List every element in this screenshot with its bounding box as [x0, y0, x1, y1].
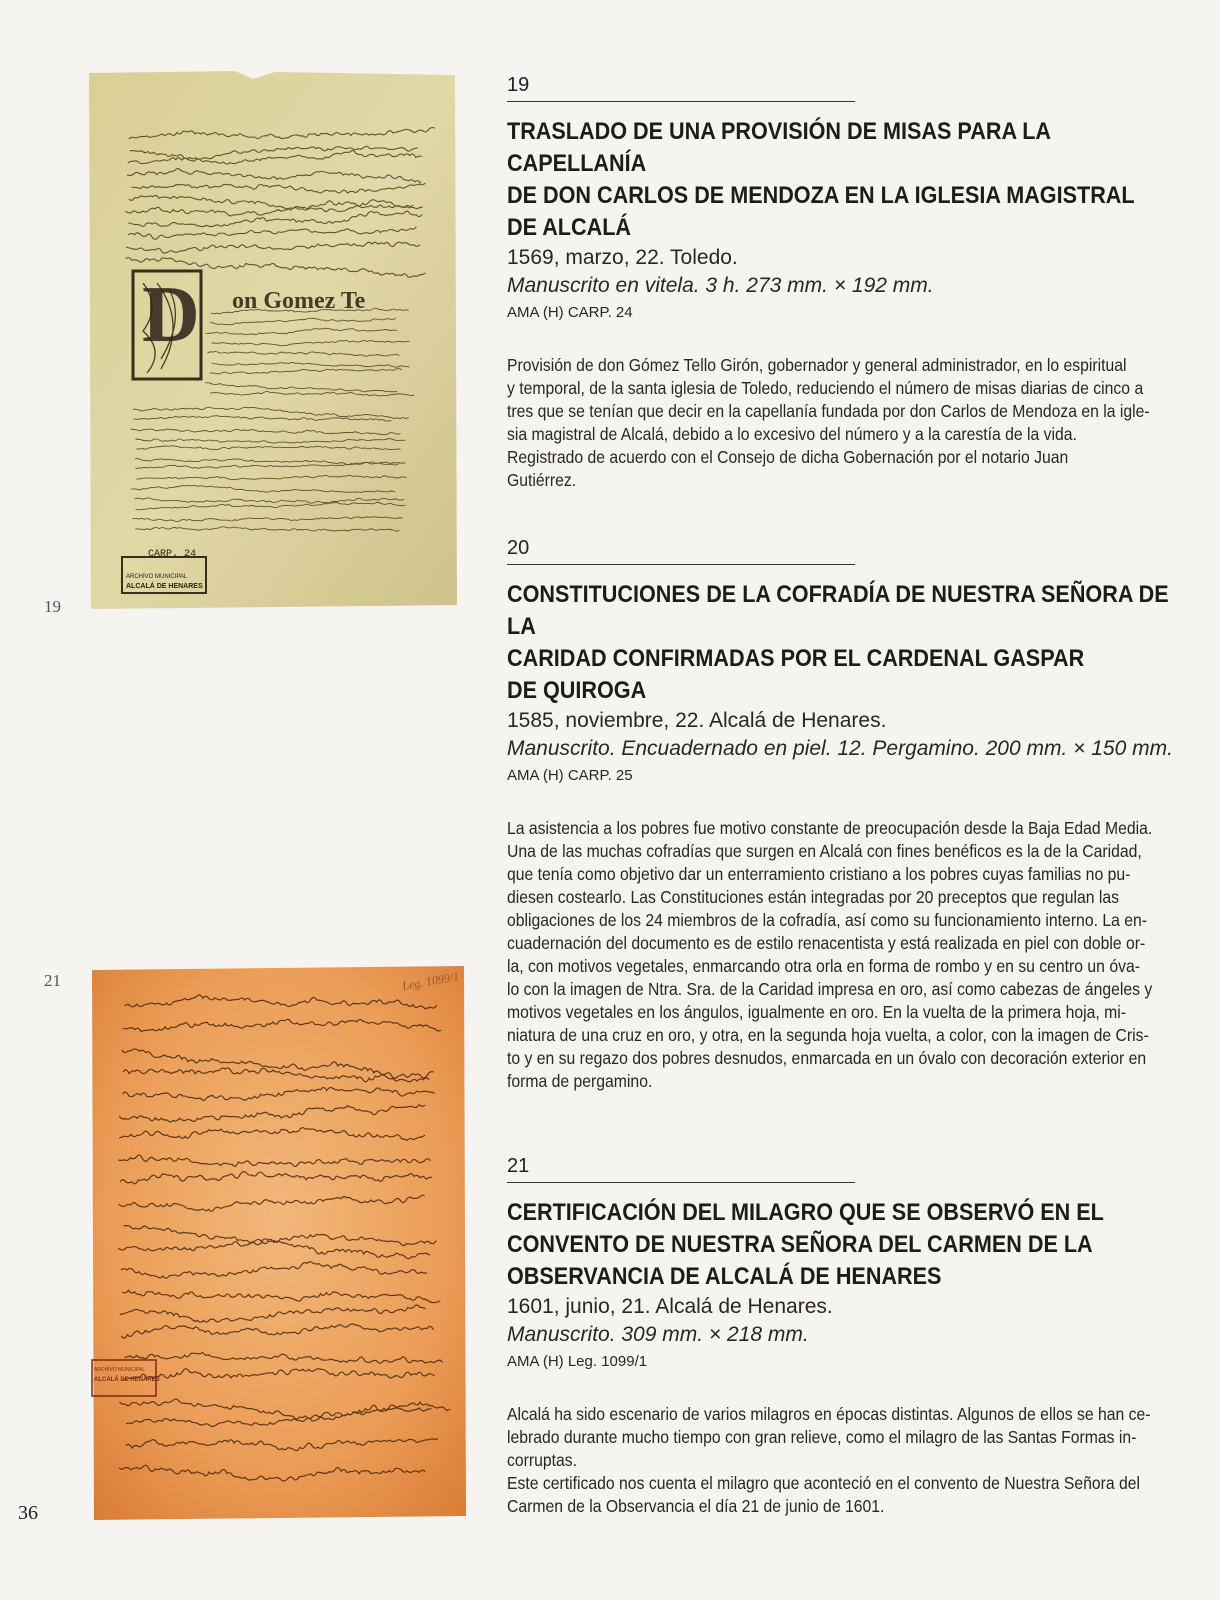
entry-signature: AMA (H) CARP. 25	[507, 767, 633, 784]
body-line: niatura de una cruz en oro, y otra, en la segunda hoja vuelta, a color, con la imagen de Cris-	[507, 1025, 1149, 1045]
entry-number: 21	[507, 1155, 530, 1177]
entry-title	[507, 579, 1191, 707]
stamp-text-19a: CARP. 24	[148, 549, 197, 560]
title-line: OBSERVANCIA DE ALCALÁ DE HENARES	[507, 1263, 942, 1290]
title-line: CERTIFICACIÓN DEL MILAGRO QUE SE OBSERVÓ EN EL	[507, 1199, 1104, 1226]
body-line: to y en su regazo dos pobres desnudos, enmarcada en un óvalo con decoración exterior en	[507, 1048, 1147, 1068]
entry-signature: AMA (H) CARP. 24	[507, 304, 633, 321]
catalog-entry-19	[507, 74, 1207, 492]
body-line: Gutiérrez.	[507, 470, 577, 490]
stamp-text-21a: ARCHIVO MUNICIPAL	[94, 1367, 146, 1373]
body-line: obligaciones de los 24 miembros de la cofradía, así como su funcionamiento interno. La en-	[507, 910, 1147, 930]
title-line: CARIDAD CONFIRMADAS POR EL CARDENAL GASPAR	[507, 645, 1085, 672]
body-line: motivos vegetales en los ángulos, igualmente en oro. En la vuelta de la primera hoja, mi-	[507, 1002, 1126, 1022]
body-line: y temporal, de la santa iglesia de Toledo, reduciendo el número de misas diarias de cinco a	[507, 378, 1144, 398]
entry-rule	[507, 101, 855, 102]
entry-title	[507, 116, 1191, 244]
entry-body	[507, 354, 1196, 492]
corner-note-21: Leg. 1099/1	[401, 969, 461, 993]
body-line: la, con motivos vegetales, enmarcando otra orla en forma de rombo y en su centro un óva-	[507, 956, 1140, 976]
body-line: Este certificado nos cuenta el milagro que aconteció en el convento de Nuestra Señora del	[507, 1473, 1141, 1493]
body-line: tres que se tenían que decir en la capellanía fundada por don Carlos de Mendoza en la igle-	[507, 401, 1150, 421]
entry-description: Manuscrito. 309 mm. × 218 mm.	[507, 1323, 809, 1346]
entry-description: Manuscrito en vitela. 3 h. 273 mm. × 192 mm.	[507, 274, 934, 297]
body-line: diesen costearlo. Las Constituciones están integradas por 20 preceptos que regulan las	[507, 887, 1120, 907]
catalog-entry-21	[507, 1155, 1207, 1518]
catalog-entry-20	[507, 537, 1207, 1093]
page-number: 36	[18, 1502, 38, 1524]
title-line: CONSTITUCIONES DE LA COFRADÍA DE NUESTRA SEÑORA DE LA	[507, 581, 1169, 640]
title-line: CONVENTO DE NUESTRA SEÑORA DEL CARMEN DE LA	[507, 1231, 1093, 1258]
initial-letter-19: D	[142, 271, 200, 359]
entry-date: 1585, noviembre, 22. Alcalá de Henares.	[507, 709, 887, 732]
stamp-text-19b: ARCHIVO MUNICIPAL	[126, 574, 188, 580]
manuscript-heading-19: on Gomez Te	[232, 288, 366, 314]
body-line: Registrado de acuerdo con el Consejo de dicha Gobernación por el notario Juan	[507, 447, 1069, 467]
entry-date: 1601, junio, 21. Alcalá de Henares.	[507, 1295, 833, 1318]
figure-label-19: 19	[44, 597, 61, 616]
stamp-text-21b: ALCALÁ DE HENARES	[94, 1377, 160, 1383]
body-line: que tenía como objetivo dar un enterramiento cristiano a los pobres cuyas familias no pu-	[507, 864, 1131, 884]
entry-rule	[507, 564, 855, 565]
entry-number: 20	[507, 537, 530, 559]
stamp-text-19c: ALCALÁ DE HENARES	[126, 583, 203, 590]
entry-title	[507, 1197, 1191, 1293]
body-line: sia magistral de Alcalá, debido a lo excesivo del número y a la carestía de la vida.	[507, 424, 1077, 444]
body-line: Alcalá ha sido escenario de varios milagros en épocas distintas. Algunos de ellos se han ce-	[507, 1404, 1151, 1424]
entry-signature: AMA (H) Leg. 1099/1	[507, 1353, 648, 1370]
body-line: Carmen de la Observancia el día 21 de junio de 1601.	[507, 1496, 885, 1516]
entry-number: 19	[507, 74, 530, 96]
entry-body	[507, 817, 1196, 1093]
entry-date: 1569, marzo, 22. Toledo.	[507, 246, 738, 269]
entry-description: Manuscrito. Encuadernado en piel. 12. Pergamino. 200 mm. × 150 mm.	[507, 737, 1173, 760]
title-line: TRASLADO DE UNA PROVISIÓN DE MISAS PARA LA CAPELLANÍA	[507, 118, 1051, 177]
title-line: DE DON CARLOS DE MENDOZA EN LA IGLESIA MAGISTRAL	[507, 182, 1135, 209]
title-line: DE ALCALÁ	[507, 214, 631, 241]
body-line: Provisión de don Gómez Tello Girón, gobernador y general administrador, en lo espiritual	[507, 355, 1127, 375]
manuscript-image-21	[90, 966, 466, 1520]
body-line: Una de las muchas cofradías que surgen en Alcalá con fines benéficos es la de la Caridad,	[507, 841, 1142, 861]
entry-rule	[507, 1182, 855, 1183]
title-line: DE QUIROGA	[507, 677, 647, 704]
body-line: lo con la imagen de Ntra. Sra. de la Caridad impresa en oro, así como cabezas de ángeles y	[507, 979, 1153, 999]
body-line: La asistencia a los pobres fue motivo constante de preocupación desde la Baja Edad Media.	[507, 818, 1153, 838]
entry-body	[507, 1403, 1196, 1518]
body-line: lebrado durante mucho tiempo con gran relieve, como el milagro de las Santas Formas in-	[507, 1427, 1137, 1447]
body-line: corruptas.	[507, 1450, 578, 1470]
body-line: cuadernación del documento es de estilo renacentista y está realizada en piel con doble or-	[507, 933, 1146, 953]
body-line: forma de pergamino.	[507, 1071, 653, 1091]
figure-label-21: 21	[44, 971, 61, 990]
